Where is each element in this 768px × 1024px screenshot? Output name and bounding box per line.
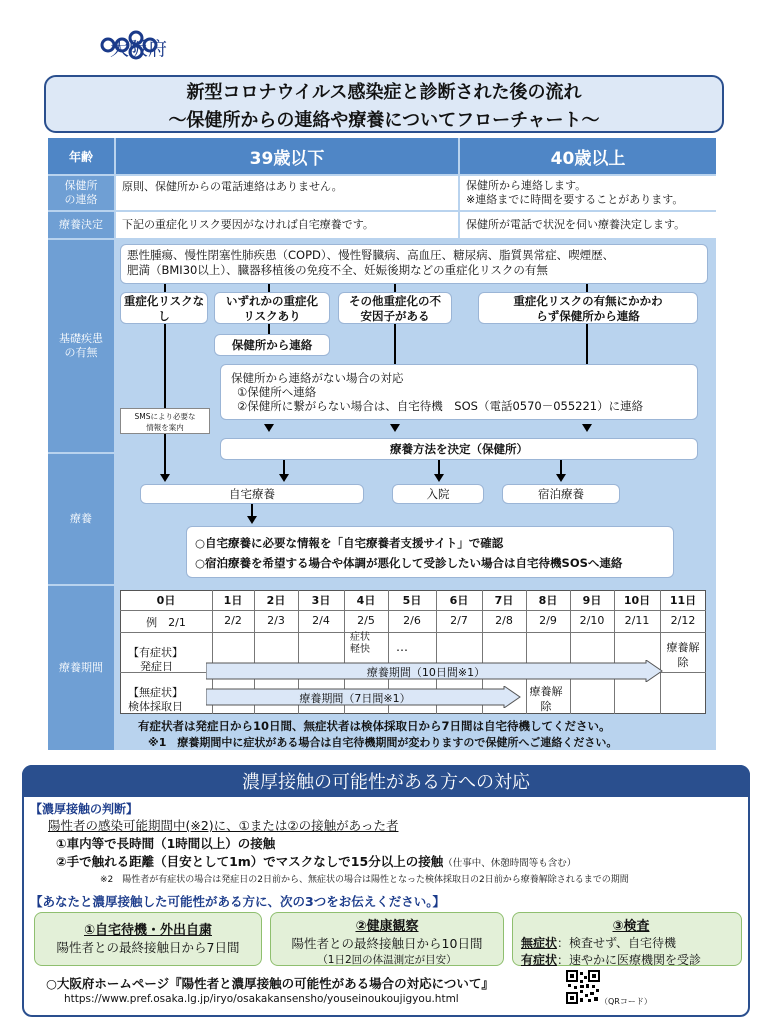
day-date: 2/11 bbox=[624, 614, 650, 627]
asym-label2: 検体採取日 bbox=[128, 700, 183, 713]
box1-title: ①自宅待機・外出自粛 bbox=[83, 923, 212, 938]
contact-c2-main: ②手で触れる距離（目安として1m）でマスクなしで15分以上の接触 bbox=[56, 854, 444, 869]
contact-note2: ※2 陽性者が有症状の場合は発症日の2日前から、無症状の場合は陽性となった検体採取日の2日前から療養解除されるまでの期間 bbox=[100, 875, 629, 885]
over40-header: 40歳以上 bbox=[460, 138, 716, 174]
home-care-box: 自宅療養 bbox=[140, 484, 364, 504]
contact-under: 原則、保健所からの電話連絡はありません。 bbox=[116, 176, 458, 210]
contact-over-2: ※連絡までに時間を要することがあります。 bbox=[466, 193, 684, 206]
org-name: 大阪府 bbox=[110, 38, 168, 60]
connector bbox=[268, 324, 270, 334]
risk-line2: 肥満（BMI30以上）、臓器移植後の免疫不全、妊娠後期などの重症化リスクの有無 bbox=[127, 263, 548, 277]
day-header: 10日 bbox=[623, 594, 651, 607]
judge-title: 【濃厚接触の判断】 bbox=[30, 802, 139, 816]
day-date: 2/4 bbox=[312, 614, 330, 627]
care-notes bbox=[186, 526, 674, 578]
day-header: 5日 bbox=[402, 594, 422, 607]
period-note1: 有症状者は発症日から10日間、無症状者は検体採取日から7日間は自宅待機してください。 bbox=[138, 719, 611, 733]
connector bbox=[394, 284, 396, 292]
arrow-down-icon bbox=[390, 424, 400, 432]
box1-text: 陽性者との最終接触日から7日間 bbox=[56, 940, 240, 955]
method-box: 療養方法を決定（保健所） bbox=[220, 438, 698, 460]
under39-header: 39歳以下 bbox=[116, 138, 458, 174]
page-title bbox=[44, 75, 724, 133]
sym-light: 症状軽快 bbox=[350, 632, 370, 655]
sym-label1: 【有症状】 bbox=[128, 646, 183, 659]
arrow-down-icon bbox=[247, 516, 257, 524]
contact-over-1: 保健所から連絡します。 bbox=[466, 179, 587, 192]
sym-label bbox=[128, 646, 208, 674]
connector bbox=[251, 504, 253, 516]
hp-url[interactable]: https://www.pref.osaka.lg.jp/iryo/osakakansensho/youseinoukoujigyou.html bbox=[64, 993, 459, 1005]
day-date: 2/7 bbox=[450, 614, 468, 627]
branch-no-risk: 重症化リスクなし bbox=[120, 292, 208, 324]
day-date: 2/9 bbox=[539, 614, 557, 627]
branch-over40: 重症化リスクの有無にかかわらず保健所から連絡 bbox=[478, 292, 698, 324]
day-date: 2/6 bbox=[403, 614, 421, 627]
box2-text: 陽性者との最終接触日から10日間 bbox=[291, 936, 483, 951]
day-date: 2/10 bbox=[579, 614, 605, 627]
no-contact-title: 保健所から連絡がない場合の対応 bbox=[231, 371, 404, 385]
hc-contact-box: 保健所から連絡 bbox=[214, 334, 330, 356]
connector bbox=[394, 324, 396, 366]
day-header: 0日 bbox=[156, 594, 176, 607]
day-header: 4日 bbox=[356, 594, 376, 607]
connector bbox=[438, 460, 440, 474]
day-date: 2/12 bbox=[670, 614, 696, 627]
day-header: 7日 bbox=[494, 594, 514, 607]
qr-label: （QRコード） bbox=[600, 997, 652, 1006]
day-date: 例 2/1 bbox=[146, 616, 186, 629]
arrow-down-icon bbox=[279, 474, 289, 482]
judge-main: 陽性者の感染可能期間中(※2)に、①または②の接触があった者 bbox=[48, 818, 399, 833]
period-label: 療養期間 bbox=[48, 586, 114, 750]
box3-a: ：検査せず、自宅待機 bbox=[557, 936, 677, 950]
arrow-down-icon bbox=[434, 474, 444, 482]
title-line1: 新型コロナウイルス感染症と診断された後の流れ bbox=[186, 82, 582, 103]
hotel-care-box: 宿泊療養 bbox=[502, 484, 620, 504]
day-header: 11日 bbox=[669, 594, 697, 607]
hospital-box: 入院 bbox=[392, 484, 484, 504]
contact-label: 保健所の連絡 bbox=[48, 176, 114, 210]
close-contact-header: 濃厚接触の可能性がある方への対応 bbox=[22, 765, 750, 797]
disease-label: 基礎疾患の有無 bbox=[48, 240, 114, 452]
asym-bar-label: 療養期間（7日間※1） bbox=[299, 692, 411, 705]
grid-line bbox=[660, 590, 661, 714]
asym-label1: 【無症状】 bbox=[128, 686, 183, 699]
grid-line bbox=[570, 590, 571, 714]
age-header: 年齢 bbox=[48, 138, 114, 174]
box3-b-key: 有症状 bbox=[521, 953, 558, 967]
connector bbox=[586, 324, 588, 366]
contact-c1: ①車内等で長時間（1時間以上）の接触 bbox=[56, 836, 276, 851]
period-note2: ※1 療養期間中に症状がある場合は自宅待機期間が変わりますので保健所へご連絡ください。 bbox=[148, 736, 618, 749]
box2-title: ②健康観察 bbox=[355, 919, 419, 934]
risk-line1: 悪性腫瘍、慢性閉塞性肺疾患（COPD）、慢性腎臓病、高血圧、糖尿病、脂質異常症、喫煙歴、 bbox=[127, 248, 615, 262]
day-header: 6日 bbox=[449, 594, 469, 607]
decision-over: 保健所が電話で状況を伺い療養決定します。 bbox=[460, 212, 716, 238]
day-date: 2/5 bbox=[357, 614, 375, 627]
no-contact-box bbox=[220, 364, 698, 420]
no-contact-1: ①保健所へ連絡 bbox=[237, 385, 317, 399]
grid-line bbox=[614, 590, 615, 714]
risk-factors bbox=[120, 244, 708, 284]
connector bbox=[283, 460, 285, 474]
sym-bar-label: 療養期間（10日間※1） bbox=[366, 666, 486, 679]
day-header: 9日 bbox=[582, 594, 602, 607]
sms-note: SMSにより必要な情報を案内 bbox=[120, 408, 210, 434]
title-line2: ～保健所からの連絡や療養についてフローチャート～ bbox=[168, 110, 600, 131]
box2-sub: （1日2回の体温測定が目安） bbox=[317, 954, 457, 966]
box3-a-key: 無症状 bbox=[521, 936, 558, 950]
box-home-stay bbox=[34, 912, 262, 966]
arrow-down-icon bbox=[160, 474, 170, 482]
decision-under: 下記の重症化リスク要因がなければ自宅療養です。 bbox=[116, 212, 458, 238]
care-note1: ○自宅療養に必要な情報を「自宅療養者支援サイト」で確認 bbox=[195, 536, 504, 550]
box-health-watch bbox=[270, 912, 504, 966]
decision-label: 療養決定 bbox=[48, 212, 114, 238]
contact-over bbox=[460, 176, 716, 210]
branch-anxiety: その他重症化の不安因子がある bbox=[338, 292, 452, 324]
grid-line bbox=[120, 610, 706, 611]
connector bbox=[560, 460, 562, 474]
hp-text: ○大阪府ホームページ『陽性者と濃厚接触の可能性がある場合の対応について』 bbox=[46, 976, 494, 991]
asym-label bbox=[128, 686, 214, 714]
connector bbox=[164, 284, 166, 292]
sym-release: 療養解除 bbox=[666, 641, 700, 669]
day-header: 1日 bbox=[223, 594, 243, 607]
qr-code-icon bbox=[566, 970, 600, 1004]
connector bbox=[164, 324, 166, 474]
ask-title: 【あなたと濃厚接触した可能性がある方に、次の3つをお伝えください。】 bbox=[30, 894, 445, 909]
branch-risk: いずれかの重症化リスクあり bbox=[214, 292, 330, 324]
care-label: 療養 bbox=[48, 454, 114, 584]
asym-release: 療養解除 bbox=[529, 685, 563, 713]
no-contact-2: ②保健所に繋がらない場合は、自宅待機 SOS（電話0570－055221）に連絡 bbox=[237, 399, 644, 413]
day-header: 3日 bbox=[311, 594, 331, 607]
box3-title: ③検査 bbox=[612, 919, 650, 934]
sym-label2: 発症日 bbox=[140, 660, 173, 673]
day-date: 2/3 bbox=[267, 614, 285, 627]
grid-line bbox=[120, 632, 706, 633]
arrow-down-icon bbox=[582, 424, 592, 432]
box3-b: ：速やかに医療機関を受診 bbox=[557, 953, 702, 967]
arrow-down-icon bbox=[264, 424, 274, 432]
day-date: 2/2 bbox=[224, 614, 242, 627]
box-test bbox=[512, 912, 742, 966]
contact-c2 bbox=[56, 852, 576, 870]
day-header: 8日 bbox=[538, 594, 558, 607]
arrow-down-icon bbox=[556, 474, 566, 482]
day-date: 2/8 bbox=[495, 614, 513, 627]
day-header: 2日 bbox=[266, 594, 286, 607]
connector bbox=[268, 284, 270, 292]
care-note2: ○宿泊療養を希望する場合や体調が悪化して受診したい場合は自宅待機SOSへ連絡 bbox=[195, 556, 623, 570]
contact-c2-small: （仕事中、休憩時間等も含む） bbox=[443, 858, 577, 869]
sym-dots: … bbox=[396, 640, 408, 654]
connector bbox=[586, 284, 588, 292]
